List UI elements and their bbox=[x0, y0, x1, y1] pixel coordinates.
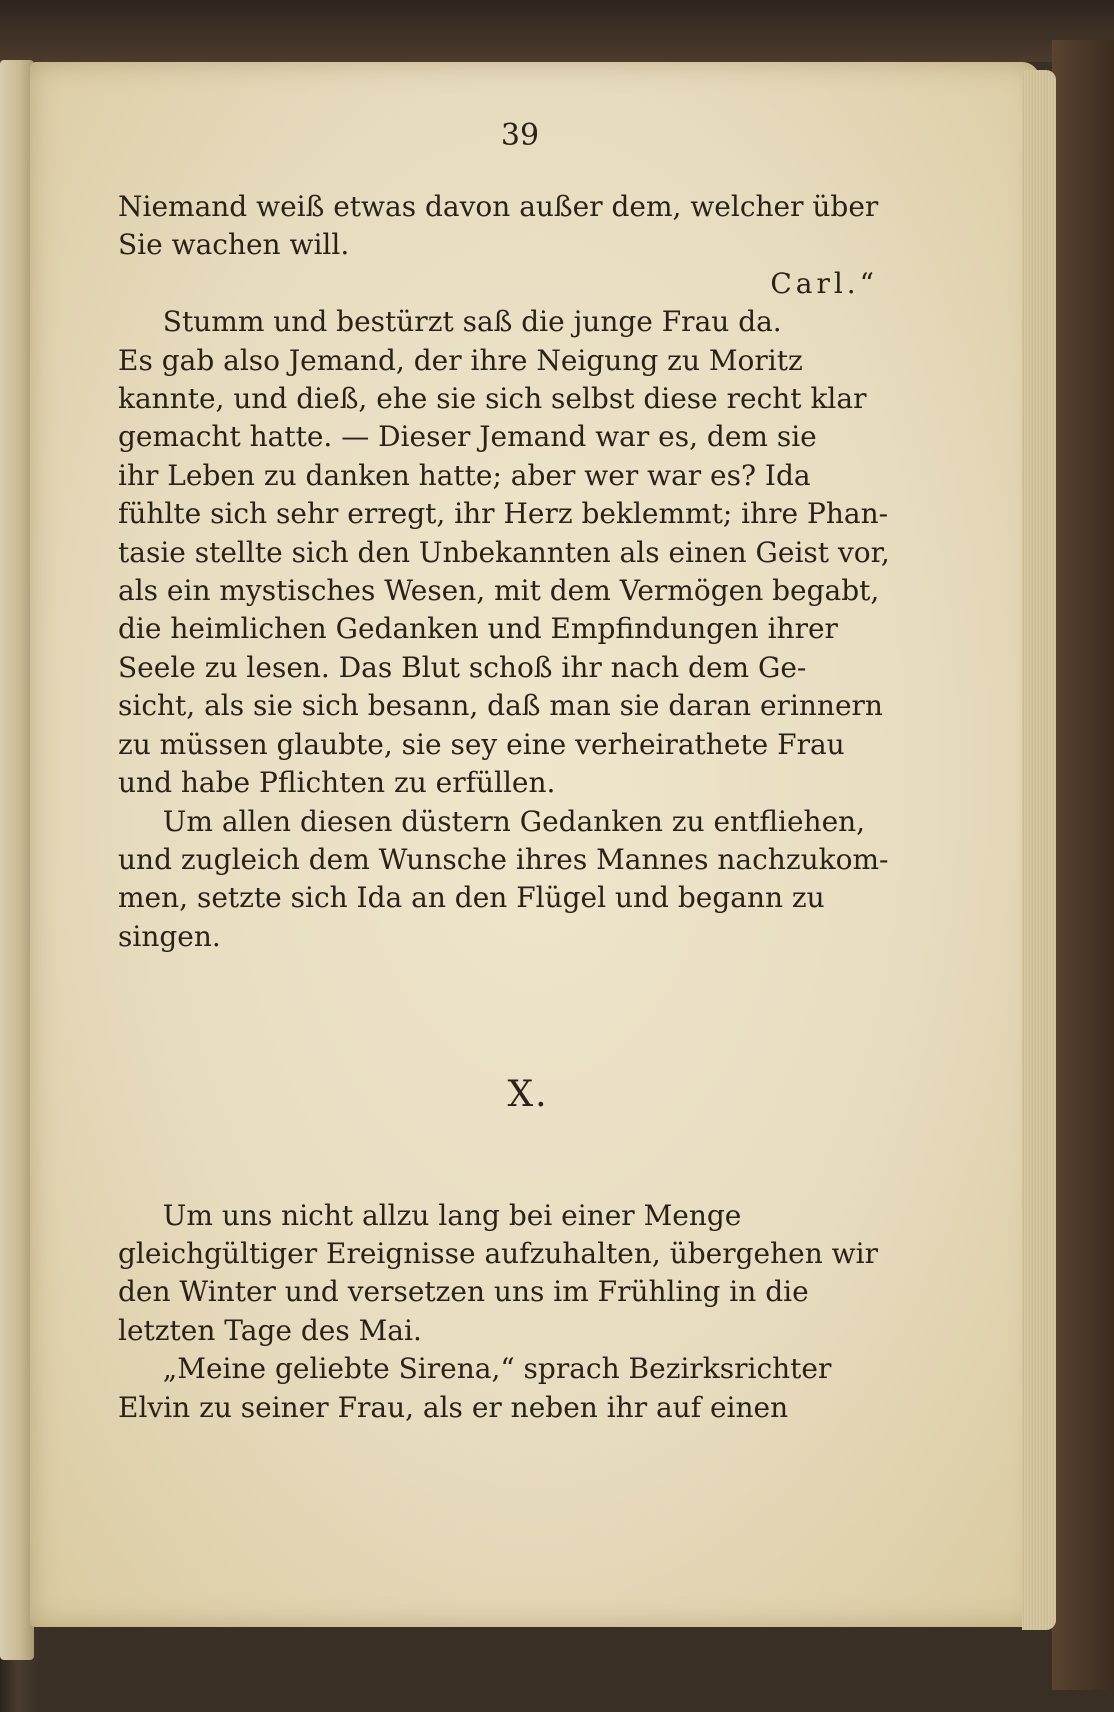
book-cover-top bbox=[0, 0, 1114, 62]
text-line: Stumm und bestürzt saß die junge Frau da. bbox=[162, 305, 782, 339]
page-number: 39 bbox=[500, 118, 540, 153]
text-line: Elvin zu seiner Frau, als er neben ihr auf einen bbox=[118, 1390, 789, 1424]
text-line: letzten Tage des Mai. bbox=[118, 1313, 422, 1347]
letter-signature: Carl.“ bbox=[770, 266, 878, 300]
text-line: gleichgültiger Ereignisse aufzuhalten, übergehen wir bbox=[118, 1236, 878, 1270]
text-line: Niemand weiß etwas davon außer dem, welcher über bbox=[118, 190, 879, 223]
text-line: singen. bbox=[118, 919, 221, 953]
text-line: Sie wachen will. bbox=[118, 228, 350, 262]
text-line: „Meine geliebte Sirena,“ sprach Bezirksrichter bbox=[162, 1352, 832, 1386]
page-stack-edge bbox=[1022, 70, 1056, 1630]
text-line: und zugleich dem Wunsche ihres Mannes nachzukom- bbox=[118, 842, 889, 876]
text-line: tasie stellte sich den Unbekannten als einen Geist vor, bbox=[118, 535, 890, 569]
text-line: und habe Pflichten zu erfüllen. bbox=[118, 766, 556, 800]
text-line: gemacht hatte. — Dieser Jemand war es, dem sie bbox=[118, 420, 817, 454]
text-line: Um uns nicht allzu lang bei einer Menge bbox=[162, 1198, 742, 1232]
text-line: ihr Leben zu danken hatte; aber wer war es? Ida bbox=[118, 458, 811, 492]
text-line: Seele zu lesen. Das Blut schoß ihr nach dem Ge- bbox=[118, 650, 807, 684]
page-text bbox=[118, 188, 938, 1427]
left-page-edge bbox=[0, 60, 34, 1660]
text-line: sicht, als sie sich besann, daß man sie daran erinnern bbox=[118, 689, 883, 723]
text-line: zu müssen glaubte, sie sey eine verheirathete Frau bbox=[118, 727, 845, 761]
text-line: die heimlichen Gedanken und Empfindungen ihrer bbox=[118, 612, 838, 646]
text-line: men, setzte sich Ida an den Flügel und begann zu bbox=[118, 881, 825, 915]
text-line: fühlte sich sehr erregt, ihr Herz beklemmt; ihre Phan- bbox=[118, 497, 889, 531]
text-line: Es gab also Jemand, der ihre Neigung zu Moritz bbox=[118, 343, 803, 377]
book-cover-right bbox=[1052, 40, 1114, 1690]
text-line: kannte, und dieß, ehe sie sich selbst diese recht klar bbox=[118, 382, 867, 416]
text-line: als ein mystisches Wesen, mit dem Vermögen begabt, bbox=[118, 574, 880, 608]
text-line: den Winter und versetzen uns im Frühling in die bbox=[118, 1275, 809, 1309]
text-line: Um allen diesen düstern Gedanken zu entfliehen, bbox=[162, 804, 866, 838]
chapter-heading: X. bbox=[507, 1074, 549, 1116]
